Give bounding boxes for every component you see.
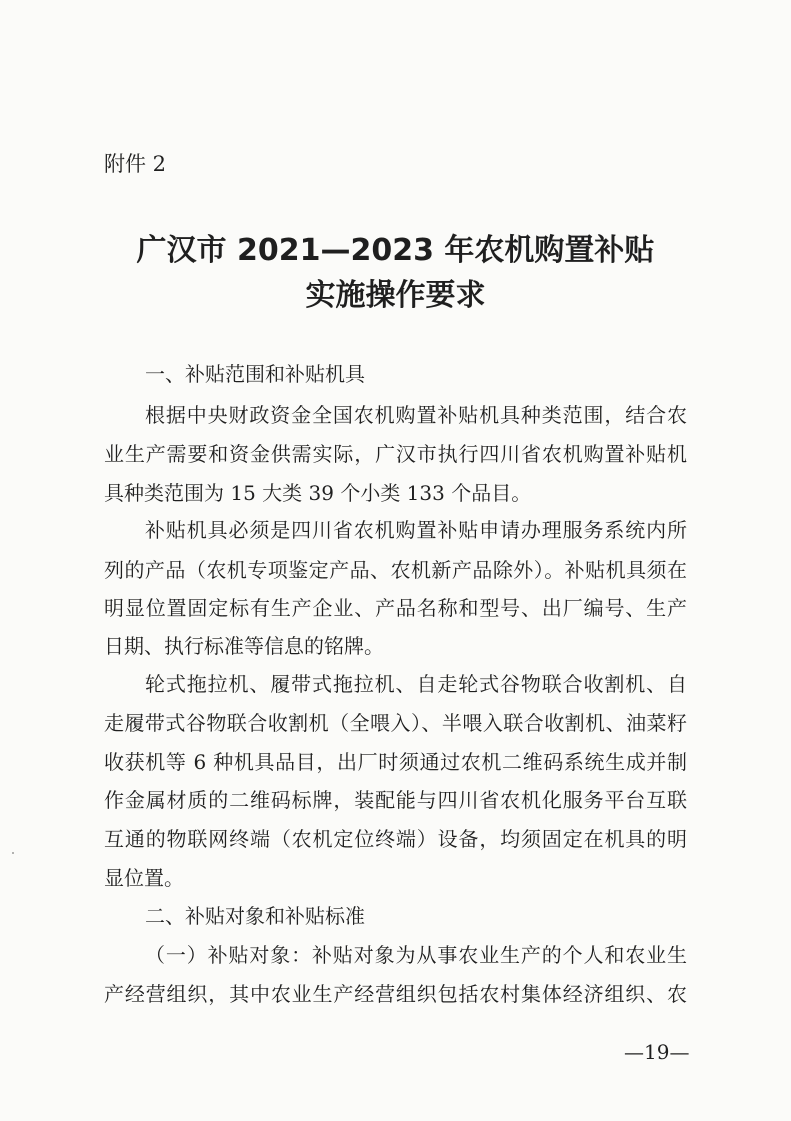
attachment-label: 附件 2 [104,152,167,176]
paragraph-line: 收获机等 6 种机具品目，出厂时须通过农机二维码系统生成并制 [104,750,687,774]
paragraph-line: 补贴机具必须是四川省农机购置补贴申请办理服务系统内所 [145,518,687,542]
paragraph-line: 作金属材质的二维码标牌，装配能与四川省农机化服务平台互联 [104,788,687,812]
page-number: —19— [624,1040,690,1064]
section-heading-1: 一、补贴范围和补贴机具 [145,362,365,386]
paragraph-line: 业生产需要和资金供需实际，广汉市执行四川省农机购置补贴机 [104,442,687,466]
paragraph-line: 具种类范围为 15 大类 39 个小类 133 个品目。 [104,481,532,505]
paragraph-line: 明显位置固定标有生产企业、产品名称和型号、出厂编号、生产 [104,596,687,620]
document-title-line-1: 广汉市 2021—2023 年农机购置补贴 [136,233,655,268]
paragraph-line: 根据中央财政资金全国农机购置补贴机具种类范围，结合农 [145,403,687,427]
section-heading-2: 二、补贴对象和补贴标准 [145,904,365,928]
paragraph-line: 产经营组织，其中农业生产经营组织包括农村集体经济组织、农 [104,982,687,1006]
paragraph-line: 互通的物联网终端（农机定位终端）设备，均须固定在机具的明 [104,827,687,851]
paragraph-line: （一）补贴对象：补贴对象为从事农业生产的个人和农业生 [145,943,687,967]
paragraph-line: 显位置。 [104,866,184,890]
paragraph-line: 列的产品（农机专项鉴定产品、农机新产品除外）。补贴机具须在 [104,558,687,582]
scan-speck [12,852,14,854]
paragraph-line: 走履带式谷物联合收割机（全喂入）、半喂入联合收割机、油菜籽 [104,711,687,735]
document-title-line-2: 实施操作要求 [305,278,486,313]
paragraph-line: 日期、执行标准等信息的铭牌。 [104,634,384,658]
paragraph-line: 轮式拖拉机、履带式拖拉机、自走轮式谷物联合收割机、自 [145,672,687,696]
